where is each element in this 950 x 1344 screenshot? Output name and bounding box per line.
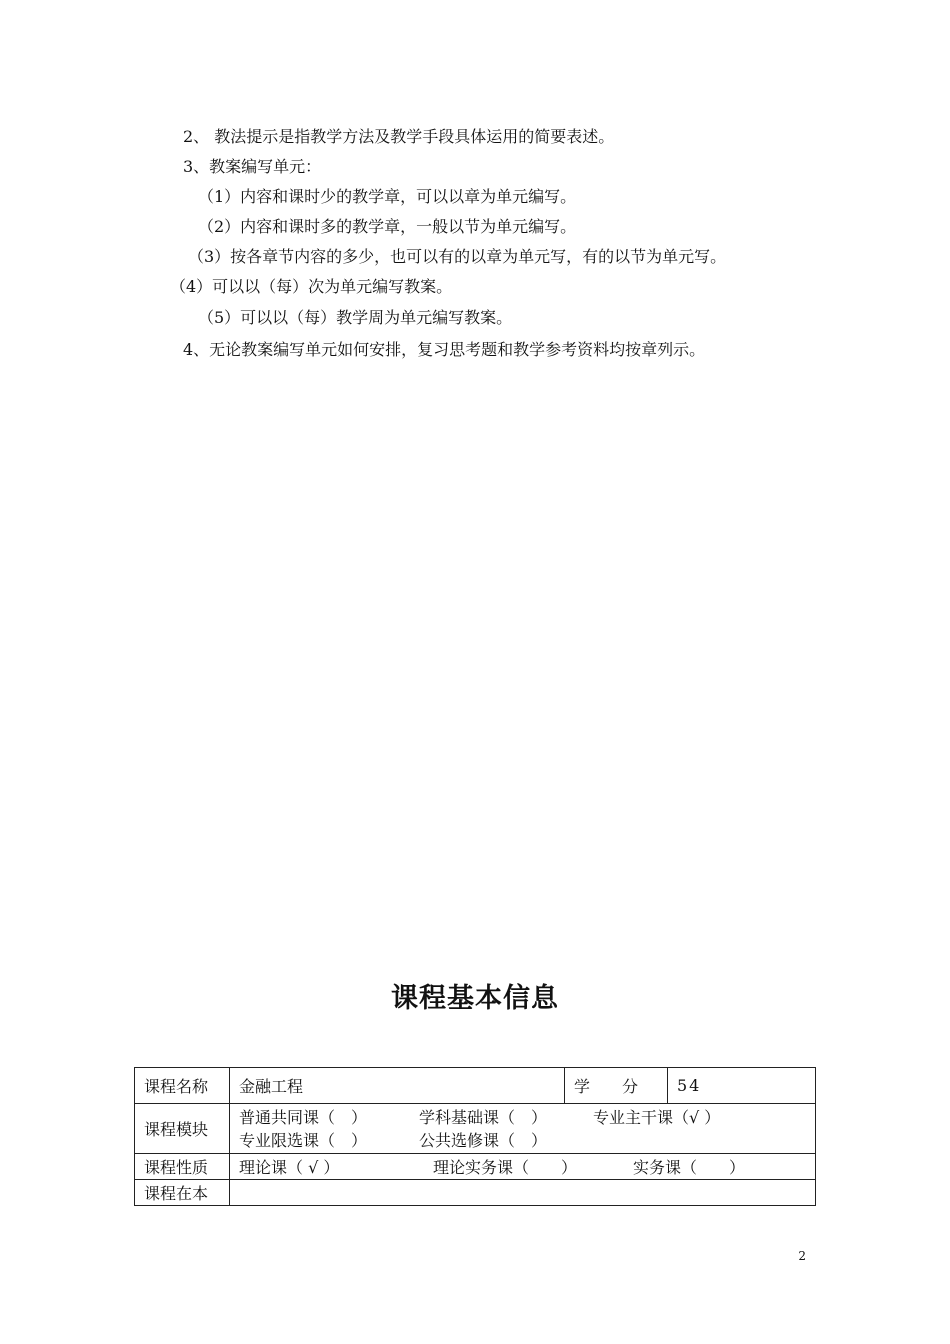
course-name-label: 课程名称 <box>135 1068 230 1104</box>
note-item-4: 4、无论教案编写单元如何安排，复习思考题和教学参考资料均按章列示。 <box>183 340 706 359</box>
option-general-common: 普通共同课（ ） <box>239 1107 368 1127</box>
nature-options <box>230 1154 816 1180</box>
option-major-limited: 专业限选课（ ） <box>239 1130 368 1150</box>
option-public-elective: 公共选修课（ ） <box>419 1130 548 1150</box>
section-title: 课程基本信息 <box>391 983 559 1014</box>
note-item-3-2: （2）内容和课时多的教学章，一般以节为单元编写。 <box>198 217 577 236</box>
note-item-3-3: （3）按各章节内容的多少，也可以有的以章为单元写，有的以节为单元写。 <box>188 247 727 266</box>
page-number: 2 <box>798 1249 806 1263</box>
note-item-3-5: （5）可以以（每）教学周为单元编写教案。 <box>198 308 513 327</box>
option-theory: 理论课（ √ ） <box>239 1158 340 1177</box>
in-program-value <box>230 1180 816 1206</box>
note-item-3-1: （1）内容和课时少的教学章，可以以章为单元编写。 <box>198 187 577 206</box>
course-name-value: 金融工程 <box>230 1068 565 1104</box>
option-major-core: 专业主干课（√ ） <box>593 1107 721 1127</box>
table-row <box>135 1104 816 1154</box>
table-row <box>135 1180 816 1206</box>
note-item-3: 3、教案编写单元： <box>183 157 322 176</box>
option-practice: 实务课（ ） <box>633 1158 746 1177</box>
table-row <box>135 1068 816 1104</box>
course-info-table <box>134 1067 816 1206</box>
credit-label: 学 分 <box>565 1068 668 1104</box>
module-label: 课程模块 <box>135 1104 230 1154</box>
nature-label: 课程性质 <box>135 1154 230 1180</box>
in-program-label: 课程在本 <box>135 1180 230 1206</box>
option-theory-practice: 理论实务课（ ） <box>433 1158 578 1177</box>
note-item-3-4: （4）可以以（每）次为单元编写教案。 <box>170 277 453 296</box>
table-row <box>135 1154 816 1180</box>
note-item-2: 2、 教法提示是指教学方法及教学手段具体运用的简要表述。 <box>183 127 615 146</box>
credit-value: 54 <box>668 1068 816 1104</box>
module-options <box>230 1104 816 1154</box>
option-discipline-basic: 学科基础课（ ） <box>419 1107 548 1127</box>
